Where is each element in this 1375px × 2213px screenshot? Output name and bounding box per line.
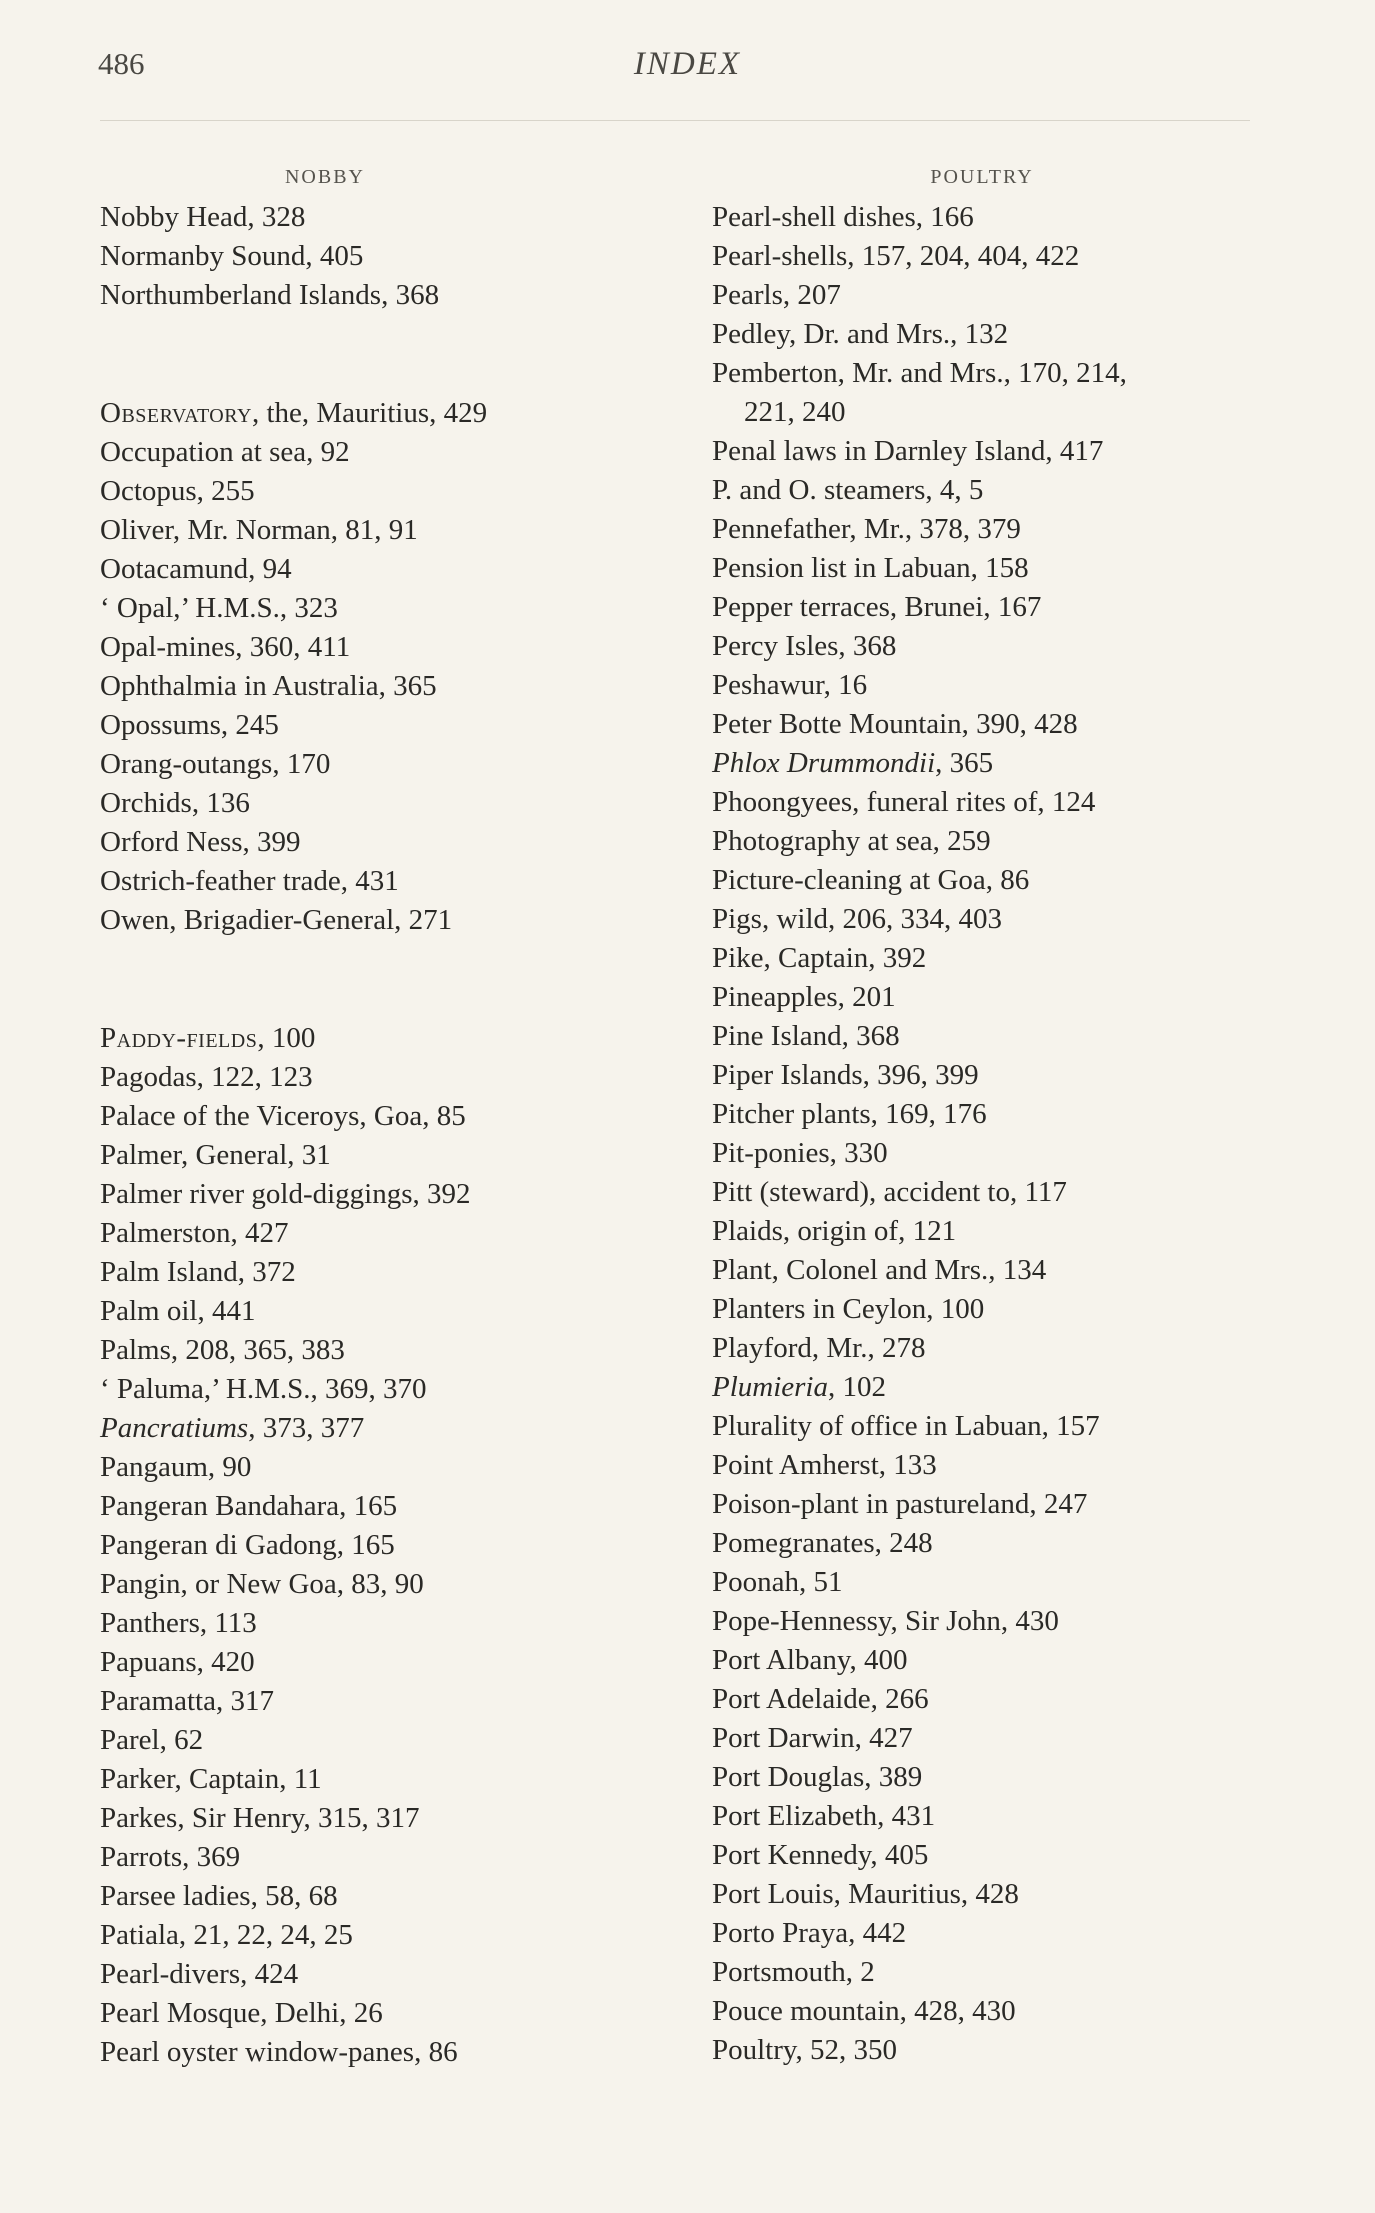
index-entry: Ootacamund, 94	[100, 553, 292, 585]
index-entry: Palm oil, 441	[100, 1295, 256, 1327]
index-entry: Parsee ladies, 58, 68	[100, 1880, 338, 1912]
index-entry: Port Louis, Mauritius, 428	[712, 1878, 1019, 1910]
index-entry: Pangin, or New Goa, 83, 90	[100, 1568, 424, 1600]
index-entry: Poison-plant in pastureland, 247	[712, 1488, 1088, 1520]
index-entry: Pangeran di Gadong, 165	[100, 1529, 395, 1561]
index-entry: Pennefather, Mr., 378, 379	[712, 513, 1021, 545]
page-number: 486	[98, 46, 145, 81]
index-entry: Paramatta, 317	[100, 1685, 274, 1717]
index-entry: Poonah, 51	[712, 1566, 843, 1598]
index-entry: ‘ Paluma,’ H.M.S., 369, 370	[100, 1373, 427, 1405]
index-entry: Pine Island, 368	[712, 1020, 900, 1052]
index-entry: Parrots, 369	[100, 1841, 241, 1873]
index-entry: Papuans, 420	[100, 1646, 255, 1678]
index-entry: Northumberland Islands, 368	[100, 279, 440, 311]
right-column-head: POULTRY	[930, 166, 1034, 188]
header-rule	[100, 120, 1250, 121]
left-column	[100, 158, 690, 2072]
index-entry: Phoongyees, funeral rites of, 124	[712, 786, 1096, 818]
index-entry: Occupation at sea, 92	[100, 436, 350, 468]
index-entry: Pearl-shells, 157, 204, 404, 422	[712, 240, 1080, 272]
index-entry: Pearl-divers, 424	[100, 1958, 299, 1990]
index-entry: Panthers, 113	[100, 1607, 257, 1639]
index-entry: Palm Island, 372	[100, 1256, 296, 1288]
index-entry: Porto Praya, 442	[712, 1917, 907, 1949]
index-entry: ‘ Opal,’ H.M.S., 323	[100, 592, 338, 624]
index-entry: P. and O. steamers, 4, 5	[712, 474, 984, 506]
running-title: INDEX	[633, 46, 742, 82]
index-entry: Opal-mines, 360, 411	[100, 631, 351, 663]
index-entry: Picture-cleaning at Goa, 86	[712, 864, 1030, 896]
left-entries	[100, 198, 690, 2072]
index-entry: Pike, Captain, 392	[712, 942, 927, 974]
index-entry: Pit-ponies, 330	[712, 1137, 888, 1169]
index-entry: Pearls, 207	[712, 279, 841, 311]
index-entry: Palmerston, 427	[100, 1217, 289, 1249]
index-entry: Pension list in Labuan, 158	[712, 552, 1029, 584]
index-entry: Parkes, Sir Henry, 315, 317	[100, 1802, 420, 1834]
index-entry: Piper Islands, 396, 399	[712, 1059, 979, 1091]
index-entry: Penal laws in Darnley Island, 417	[712, 435, 1104, 467]
index-entry: Plumieria, 102	[712, 1371, 886, 1403]
index-entry: Planters in Ceylon, 100	[712, 1293, 985, 1325]
index-entry: Peter Botte Mountain, 390, 428	[712, 708, 1078, 740]
left-column-head: NOBBY	[284, 166, 365, 188]
index-entry: Paddy-fields, 100	[100, 1022, 316, 1054]
index-entry: Playford, Mr., 278	[712, 1332, 926, 1364]
section-lead-word: Observatory	[100, 397, 252, 429]
index-entry: Port Adelaide, 266	[712, 1683, 929, 1715]
index-entry: Pangaum, 90	[100, 1451, 252, 1483]
index-entry: Ophthalmia in Australia, 365	[100, 670, 437, 702]
index-entry: Orchids, 136	[100, 787, 250, 819]
index-entry: Orang-outangs, 170	[100, 748, 331, 780]
index-entry: Pouce mountain, 428, 430	[712, 1995, 1016, 2027]
index-entry: Pearl Mosque, Delhi, 26	[100, 1997, 383, 2029]
index-entry: Pineapples, 201	[712, 981, 896, 1013]
section-gap	[100, 940, 690, 1019]
index-entry: Poultry, 52, 350	[712, 2034, 898, 2066]
index-entry: Pancratiums, 373, 377	[100, 1412, 365, 1444]
italic-term: Pancratiums	[100, 1412, 249, 1444]
page-header	[0, 46, 1375, 96]
index-entry: Normanby Sound, 405	[100, 240, 364, 272]
section-lead-word: Paddy-fields	[100, 1022, 258, 1054]
index-entry: Pitcher plants, 169, 176	[712, 1098, 987, 1130]
index-entry: Parker, Captain, 11	[100, 1763, 322, 1795]
index-entry: Pangeran Bandahara, 165	[100, 1490, 398, 1522]
index-entry: Plurality of office in Labuan, 157	[712, 1410, 1100, 1442]
index-entry: Percy Isles, 368	[712, 630, 897, 662]
index-entry: Pope-Hennessy, Sir John, 430	[712, 1605, 1059, 1637]
index-entry: Pitt (steward), accident to, 117	[712, 1176, 1067, 1208]
index-entry: Pemberton, Mr. and Mrs., 170, 214,	[712, 357, 1127, 389]
index-entry: Opossums, 245	[100, 709, 279, 741]
index-entry: Palace of the Viceroys, Goa, 85	[100, 1100, 466, 1132]
index-entry: Owen, Brigadier-General, 271	[100, 904, 453, 936]
italic-term: Plumieria	[712, 1371, 828, 1403]
index-entry: Pepper terraces, Brunei, 167	[712, 591, 1042, 623]
index-entry: Port Elizabeth, 431	[712, 1800, 936, 1832]
index-entry: Oliver, Mr. Norman, 81, 91	[100, 514, 418, 546]
index-entry: Pigs, wild, 206, 334, 403	[712, 903, 1003, 935]
index-entry: Palmer, General, 31	[100, 1139, 331, 1171]
index-entry: Palms, 208, 365, 383	[100, 1334, 345, 1366]
index-entry: Nobby Head, 328	[100, 201, 306, 233]
index-entry: Photography at sea, 259	[712, 825, 991, 857]
index-entry: Peshawur, 16	[712, 669, 868, 701]
index-entry: Plaids, origin of, 121	[712, 1215, 957, 1247]
index-entry: Port Albany, 400	[712, 1644, 908, 1676]
index-entry: Portsmouth, 2	[712, 1956, 875, 1988]
index-entry: Port Douglas, 389	[712, 1761, 923, 1793]
index-entry: Plant, Colonel and Mrs., 134	[712, 1254, 1047, 1286]
index-entry: Port Kennedy, 405	[712, 1839, 929, 1871]
index-entry: Observatory, the, Mauritius, 429	[100, 397, 488, 429]
right-entries	[712, 198, 1272, 2070]
index-entry-continuation: 221, 240	[744, 396, 846, 428]
index-entry: Pedley, Dr. and Mrs., 132	[712, 318, 1009, 350]
index-entry: Pearl-shell dishes, 166	[712, 201, 974, 233]
index-entry: Ostrich-feather trade, 431	[100, 865, 399, 897]
index-entry: Octopus, 255	[100, 475, 255, 507]
index-entry: Pearl oyster window-panes, 86	[100, 2036, 458, 2068]
index-entry: Point Amherst, 133	[712, 1449, 937, 1481]
index-entry: Pomegranates, 248	[712, 1527, 933, 1559]
index-entry: Parel, 62	[100, 1724, 204, 1756]
right-column	[712, 158, 1272, 2070]
index-entry: Pagodas, 122, 123	[100, 1061, 313, 1093]
index-entry: Phlox Drummondii, 365	[712, 747, 994, 779]
index-entry: Palmer river gold-diggings, 392	[100, 1178, 471, 1210]
index-entry: Port Darwin, 427	[712, 1722, 913, 1754]
italic-term: Phlox Drummondii	[712, 747, 936, 779]
index-entry: Patiala, 21, 22, 24, 25	[100, 1919, 353, 1951]
index-entry: Orford Ness, 399	[100, 826, 301, 858]
section-gap	[100, 315, 690, 394]
